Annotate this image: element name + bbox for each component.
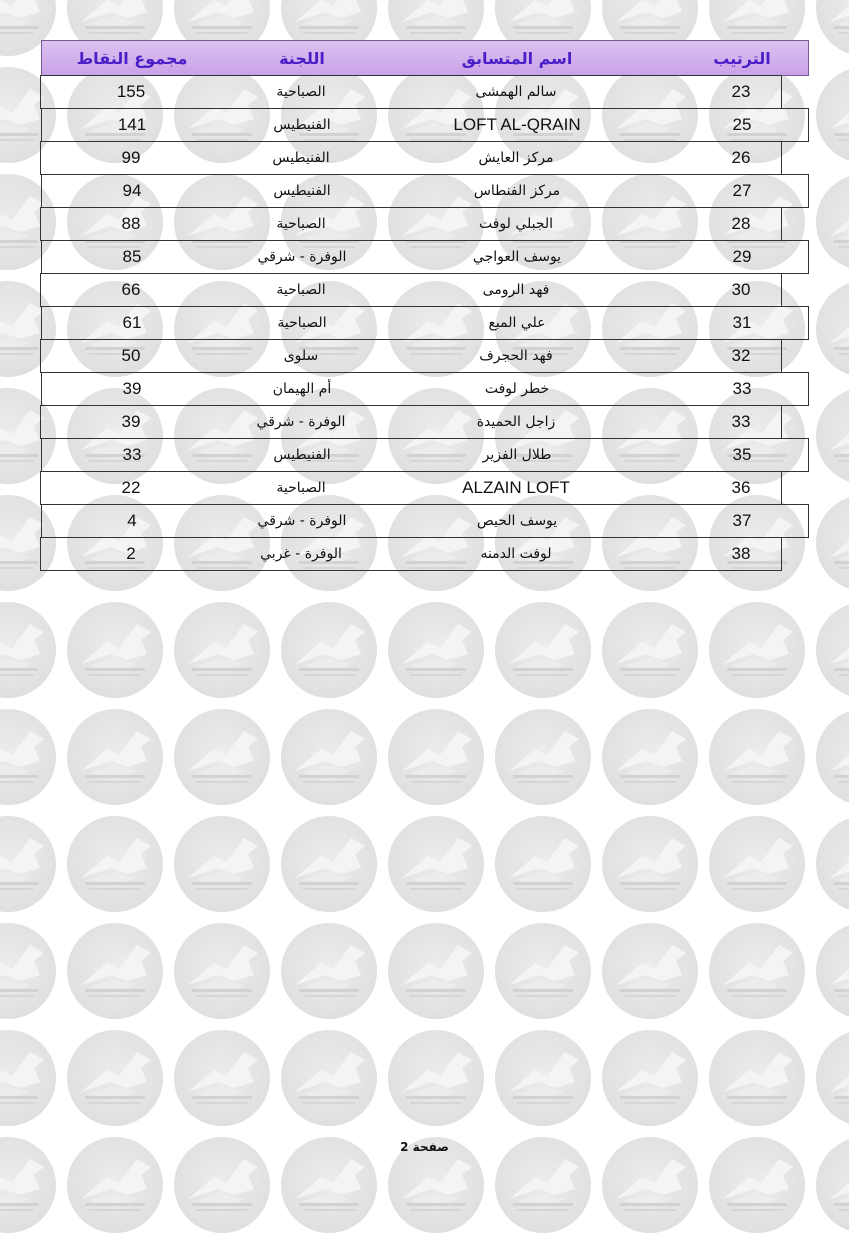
committee-cell: الوفرة - شرقي (256, 414, 346, 430)
watermark-logo-icon (816, 281, 849, 377)
watermark-logo-icon (388, 709, 484, 805)
rank-cell: 31 (732, 313, 752, 332)
watermark-logo-icon (281, 709, 377, 805)
competitor-cell: ALZAIN LOFT (462, 478, 570, 497)
points-cell: 99 (121, 148, 141, 167)
watermark-logo-icon (281, 1030, 377, 1126)
committee-cell: الوفرة - شرقي (257, 249, 347, 265)
rank-cell: 33 (732, 379, 752, 398)
header-competitor: اسم المتسابق (461, 48, 573, 68)
watermark-logo-icon (0, 816, 56, 912)
header-rank: الترتيب (713, 48, 771, 68)
points-cell: 50 (121, 346, 141, 365)
watermark-logo-icon (67, 816, 163, 912)
committee-cell: الفنيطيس (273, 183, 331, 199)
table-row (41, 438, 809, 472)
competitor-cell: LOFT AL-QRAIN (453, 115, 581, 134)
committee-cell: سلوى (283, 348, 319, 364)
committee-cell: الصباحية (276, 84, 326, 100)
competitor-cell: طلال الفزير (482, 447, 552, 463)
header-total-points: مجموع النقاط (76, 48, 188, 68)
watermark-logo-icon (495, 709, 591, 805)
watermark-logo-icon (816, 923, 849, 1019)
watermark-logo-icon (602, 923, 698, 1019)
table-row (40, 339, 782, 373)
watermark-logo-icon (709, 709, 805, 805)
competitor-cell: مركز الفنطاس (473, 183, 561, 199)
watermark-logo-icon (388, 602, 484, 698)
watermark-logo-icon (388, 816, 484, 912)
table-row (41, 240, 809, 274)
watermark-logo-icon (816, 602, 849, 698)
watermark-logo-icon (67, 923, 163, 1019)
competitor-cell: لوفت الدمنه (480, 546, 552, 562)
competitor-cell: الجبلي لوفت (478, 216, 554, 232)
watermark-logo-icon (816, 1030, 849, 1126)
watermark-logo-icon (281, 923, 377, 1019)
rank-cell: 36 (731, 478, 751, 497)
rank-cell: 35 (732, 445, 752, 464)
watermark-logo-icon (67, 709, 163, 805)
watermark-logo-icon (174, 709, 270, 805)
rank-cell: 23 (731, 82, 751, 101)
competitor-cell: يوسف العواجي (472, 249, 562, 265)
table-row (41, 108, 809, 142)
watermark-logo-icon (816, 495, 849, 591)
watermark-logo-icon (495, 1030, 591, 1126)
watermark-logo-icon (816, 67, 849, 163)
points-cell: 94 (122, 181, 142, 200)
points-cell: 39 (121, 412, 141, 431)
watermark-logo-icon (602, 816, 698, 912)
rank-cell: 29 (732, 247, 752, 266)
watermark-logo-icon (174, 816, 270, 912)
watermark-logo-icon (281, 602, 377, 698)
points-cell: 141 (117, 115, 147, 134)
competitor-cell: علي المبع (488, 315, 546, 331)
committee-cell: الصباحية (276, 480, 326, 496)
rank-cell: 32 (731, 346, 751, 365)
table-row (40, 75, 782, 109)
table-body (41, 75, 809, 571)
watermark-logo-icon (67, 602, 163, 698)
rank-cell: 27 (732, 181, 752, 200)
table-row (40, 537, 782, 571)
competitor-cell: فهد الرومى (482, 282, 550, 298)
table-row (40, 405, 782, 439)
committee-cell: الصباحية (277, 315, 327, 331)
committee-cell: الفنيطيس (273, 117, 331, 133)
rank-cell: 28 (731, 214, 751, 233)
watermark-logo-icon (602, 602, 698, 698)
competitor-cell: زاجل الحميدة (476, 414, 556, 430)
watermark-logo-icon (602, 709, 698, 805)
competitor-cell: خطر لوفت (484, 381, 550, 397)
competitor-cell: يوسف الحيص (476, 513, 558, 529)
watermark-logo-icon (0, 1030, 56, 1126)
watermark-logo-icon (816, 0, 849, 56)
points-cell: 2 (126, 544, 136, 563)
watermark-logo-icon (495, 816, 591, 912)
rank-cell: 25 (732, 115, 752, 134)
rank-cell: 37 (732, 511, 752, 530)
watermark-logo-icon (281, 816, 377, 912)
watermark-logo-icon (174, 1030, 270, 1126)
watermark-logo-icon (388, 923, 484, 1019)
points-cell: 85 (122, 247, 142, 266)
points-cell: 61 (122, 313, 142, 332)
watermark-logo-icon (816, 388, 849, 484)
rank-cell: 30 (731, 280, 751, 299)
committee-cell: الفنيطيس (272, 150, 330, 166)
committee-cell: الوفرة - شرقي (257, 513, 347, 529)
table-row (40, 273, 782, 307)
table-header (41, 40, 809, 76)
points-cell: 4 (127, 511, 137, 530)
table-row (41, 174, 809, 208)
watermark-logo-icon (67, 1030, 163, 1126)
committee-cell: الصباحية (276, 216, 326, 232)
committee-cell: الصباحية (276, 282, 326, 298)
page-number: صفحة 2 (400, 1140, 449, 1154)
watermark-logo-icon (388, 1030, 484, 1126)
watermark-logo-icon (495, 602, 591, 698)
watermark-logo-icon (709, 1030, 805, 1126)
watermark-logo-icon (0, 923, 56, 1019)
watermark-logo-icon (602, 1030, 698, 1126)
competitor-cell: سالم الهمشى (475, 84, 557, 100)
points-cell: 22 (121, 478, 141, 497)
watermark-logo-icon (709, 602, 805, 698)
rank-cell: 26 (731, 148, 751, 167)
rank-cell: 33 (731, 412, 751, 431)
watermark-logo-icon (495, 923, 591, 1019)
competitor-cell: مركز العايش (478, 150, 554, 166)
points-cell: 39 (122, 379, 142, 398)
table-row (40, 471, 782, 505)
watermark-logo-icon (709, 816, 805, 912)
table-row (40, 141, 782, 175)
points-cell: 88 (121, 214, 141, 233)
table-row (41, 306, 809, 340)
results-table (41, 40, 809, 571)
table-row (41, 372, 809, 406)
watermark-logo-icon (816, 174, 849, 270)
competitor-cell: فهد الحجرف (479, 348, 553, 364)
table-row (41, 504, 809, 538)
watermark-logo-icon (174, 602, 270, 698)
header-committee: اللجنة (279, 48, 325, 68)
points-cell: 66 (121, 280, 141, 299)
watermark-logo-icon (816, 709, 849, 805)
committee-cell: الفنيطيس (273, 447, 331, 463)
watermark-logo-icon (816, 816, 849, 912)
watermark-logo-icon (0, 709, 56, 805)
committee-cell: الوفرة - غربي (260, 546, 342, 562)
points-cell: 155 (116, 82, 146, 101)
watermark-logo-icon (174, 923, 270, 1019)
rank-cell: 38 (731, 544, 751, 563)
watermark-logo-icon (0, 602, 56, 698)
table-row (40, 207, 782, 241)
committee-cell: أم الهيمان (272, 381, 332, 397)
points-cell: 33 (122, 445, 142, 464)
watermark-logo-icon (709, 923, 805, 1019)
